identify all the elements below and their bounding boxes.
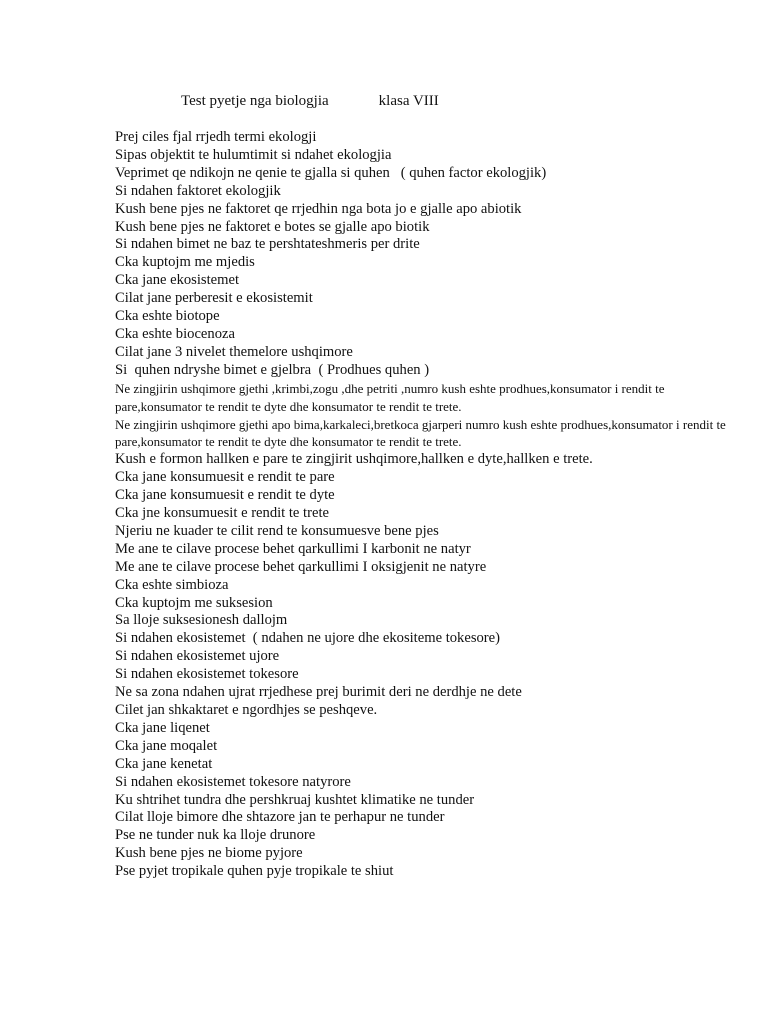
question-item: Si ndahen ekosistemet tokesore bbox=[115, 666, 299, 683]
question-item: Cilat jane 3 nivelet themelore ushqimore bbox=[115, 343, 353, 360]
question-item: Sa lloje suksesionesh dallojm bbox=[115, 612, 288, 629]
question-item: Cka jane liqenet bbox=[115, 719, 210, 736]
question-item: Prej ciles fjal rrjedh termi ekologji bbox=[115, 129, 317, 145]
question-item: Si ndahen bimet ne baz te pershtateshmeris per drite bbox=[115, 236, 420, 253]
question-item: Cka jne konsumuesit e rendit te trete bbox=[115, 505, 329, 522]
question-item: Ne sa zona ndahen ujrat rrjedhese prej burimit deri ne derdhje ne dete bbox=[115, 684, 522, 701]
question-item: Pse pyjet tropikale quhen pyje tropikale te shiut bbox=[115, 863, 394, 880]
question-item: Cka kuptojm me mjedis bbox=[115, 254, 255, 271]
question-item: Cka eshte biotope bbox=[115, 308, 220, 325]
question-item: Si ndahen ekosistemet tokesore natyrore bbox=[115, 773, 351, 790]
document-title: Test pyetje nga biologjia bbox=[181, 93, 329, 109]
question-item: Si ndahen ekosistemet ujore bbox=[115, 648, 280, 665]
question-item: Cilet jan shkaktaret e ngordhjes se peshqeve. bbox=[115, 702, 378, 718]
question-item: Sipas objektit te hulumtimit si ndahet ekologjia bbox=[115, 146, 392, 163]
question-item: Cka jane moqalet bbox=[115, 737, 218, 754]
question-item: Cka jane ekosistemet bbox=[115, 272, 240, 289]
question-item: Veprimet qe ndikojn ne qenie te gjalla si quhen ( quhen factor ekologjik) bbox=[115, 164, 547, 181]
question-item: Kush bene pjes ne biome pyjore bbox=[115, 845, 303, 862]
question-item: Cka eshte simbioza bbox=[115, 576, 229, 593]
question-list bbox=[115, 129, 735, 881]
class-level: klasa VIII bbox=[378, 93, 439, 109]
question-item: Kush bene pjes ne faktoret e botes se gjalle apo biotik bbox=[115, 218, 430, 235]
question-item: Ne zingjirin ushqimore gjethi ,krimbi,zogu ,dhe petriti ,numro kush eshte prodhues,konsumator i rendit te pare,konsumator te rendit te dyte dhe konsumator te rendit te trete. bbox=[115, 380, 668, 414]
question-item: Cilat lloje bimore dhe shtazore jan te perhapur ne tunder bbox=[115, 809, 445, 826]
document-header bbox=[181, 92, 439, 110]
question-item: Njeriu ne kuader te cilit rend te konsumuesve bene pjes bbox=[115, 522, 439, 539]
question-item: Ne zingjirin ushqimore gjethi apo bima,karkaleci,bretkoca gjarperi numro kush eshte prodhues,konsumator i rendit te pare,konsumator te rendit te dyte dhe konsumator te rendit te trete. bbox=[115, 416, 730, 450]
question-item: Pse ne tunder nuk ka lloje drunore bbox=[115, 827, 316, 844]
question-item: Cka kuptojm me suksesion bbox=[115, 594, 273, 611]
question-item: Cka jane konsumuesit e rendit te pare bbox=[115, 469, 335, 486]
question-item: Kush e formon hallken e pare te zingjirit ushqimore,hallken e dyte,hallken e trete. bbox=[115, 451, 593, 468]
question-item: Ku shtrihet tundra dhe pershkruaj kushtet klimatike ne tunder bbox=[115, 791, 475, 808]
question-item: Cka eshte biocenoza bbox=[115, 325, 235, 342]
question-item: Cka jane konsumuesit e rendit te dyte bbox=[115, 487, 335, 504]
question-item: Me ane te cilave procese behet qarkullimi I karbonit ne natyr bbox=[115, 540, 471, 557]
question-item: Cka jane kenetat bbox=[115, 755, 213, 772]
question-item: Si quhen ndryshe bimet e gjelbra ( Prodhues quhen ) bbox=[115, 361, 430, 378]
question-item: Me ane te cilave procese behet qarkullimi I oksigjenit ne natyre bbox=[115, 558, 487, 575]
question-item: Cilat jane perberesit e ekosistemit bbox=[115, 290, 313, 307]
question-item: Si ndahen faktoret ekologjik bbox=[115, 182, 281, 199]
question-item: Kush bene pjes ne faktoret qe rrjedhin nga bota jo e gjalle apo abiotik bbox=[115, 200, 522, 217]
question-item: Si ndahen ekosistemet ( ndahen ne ujore dhe ekositeme tokesore) bbox=[115, 630, 500, 647]
